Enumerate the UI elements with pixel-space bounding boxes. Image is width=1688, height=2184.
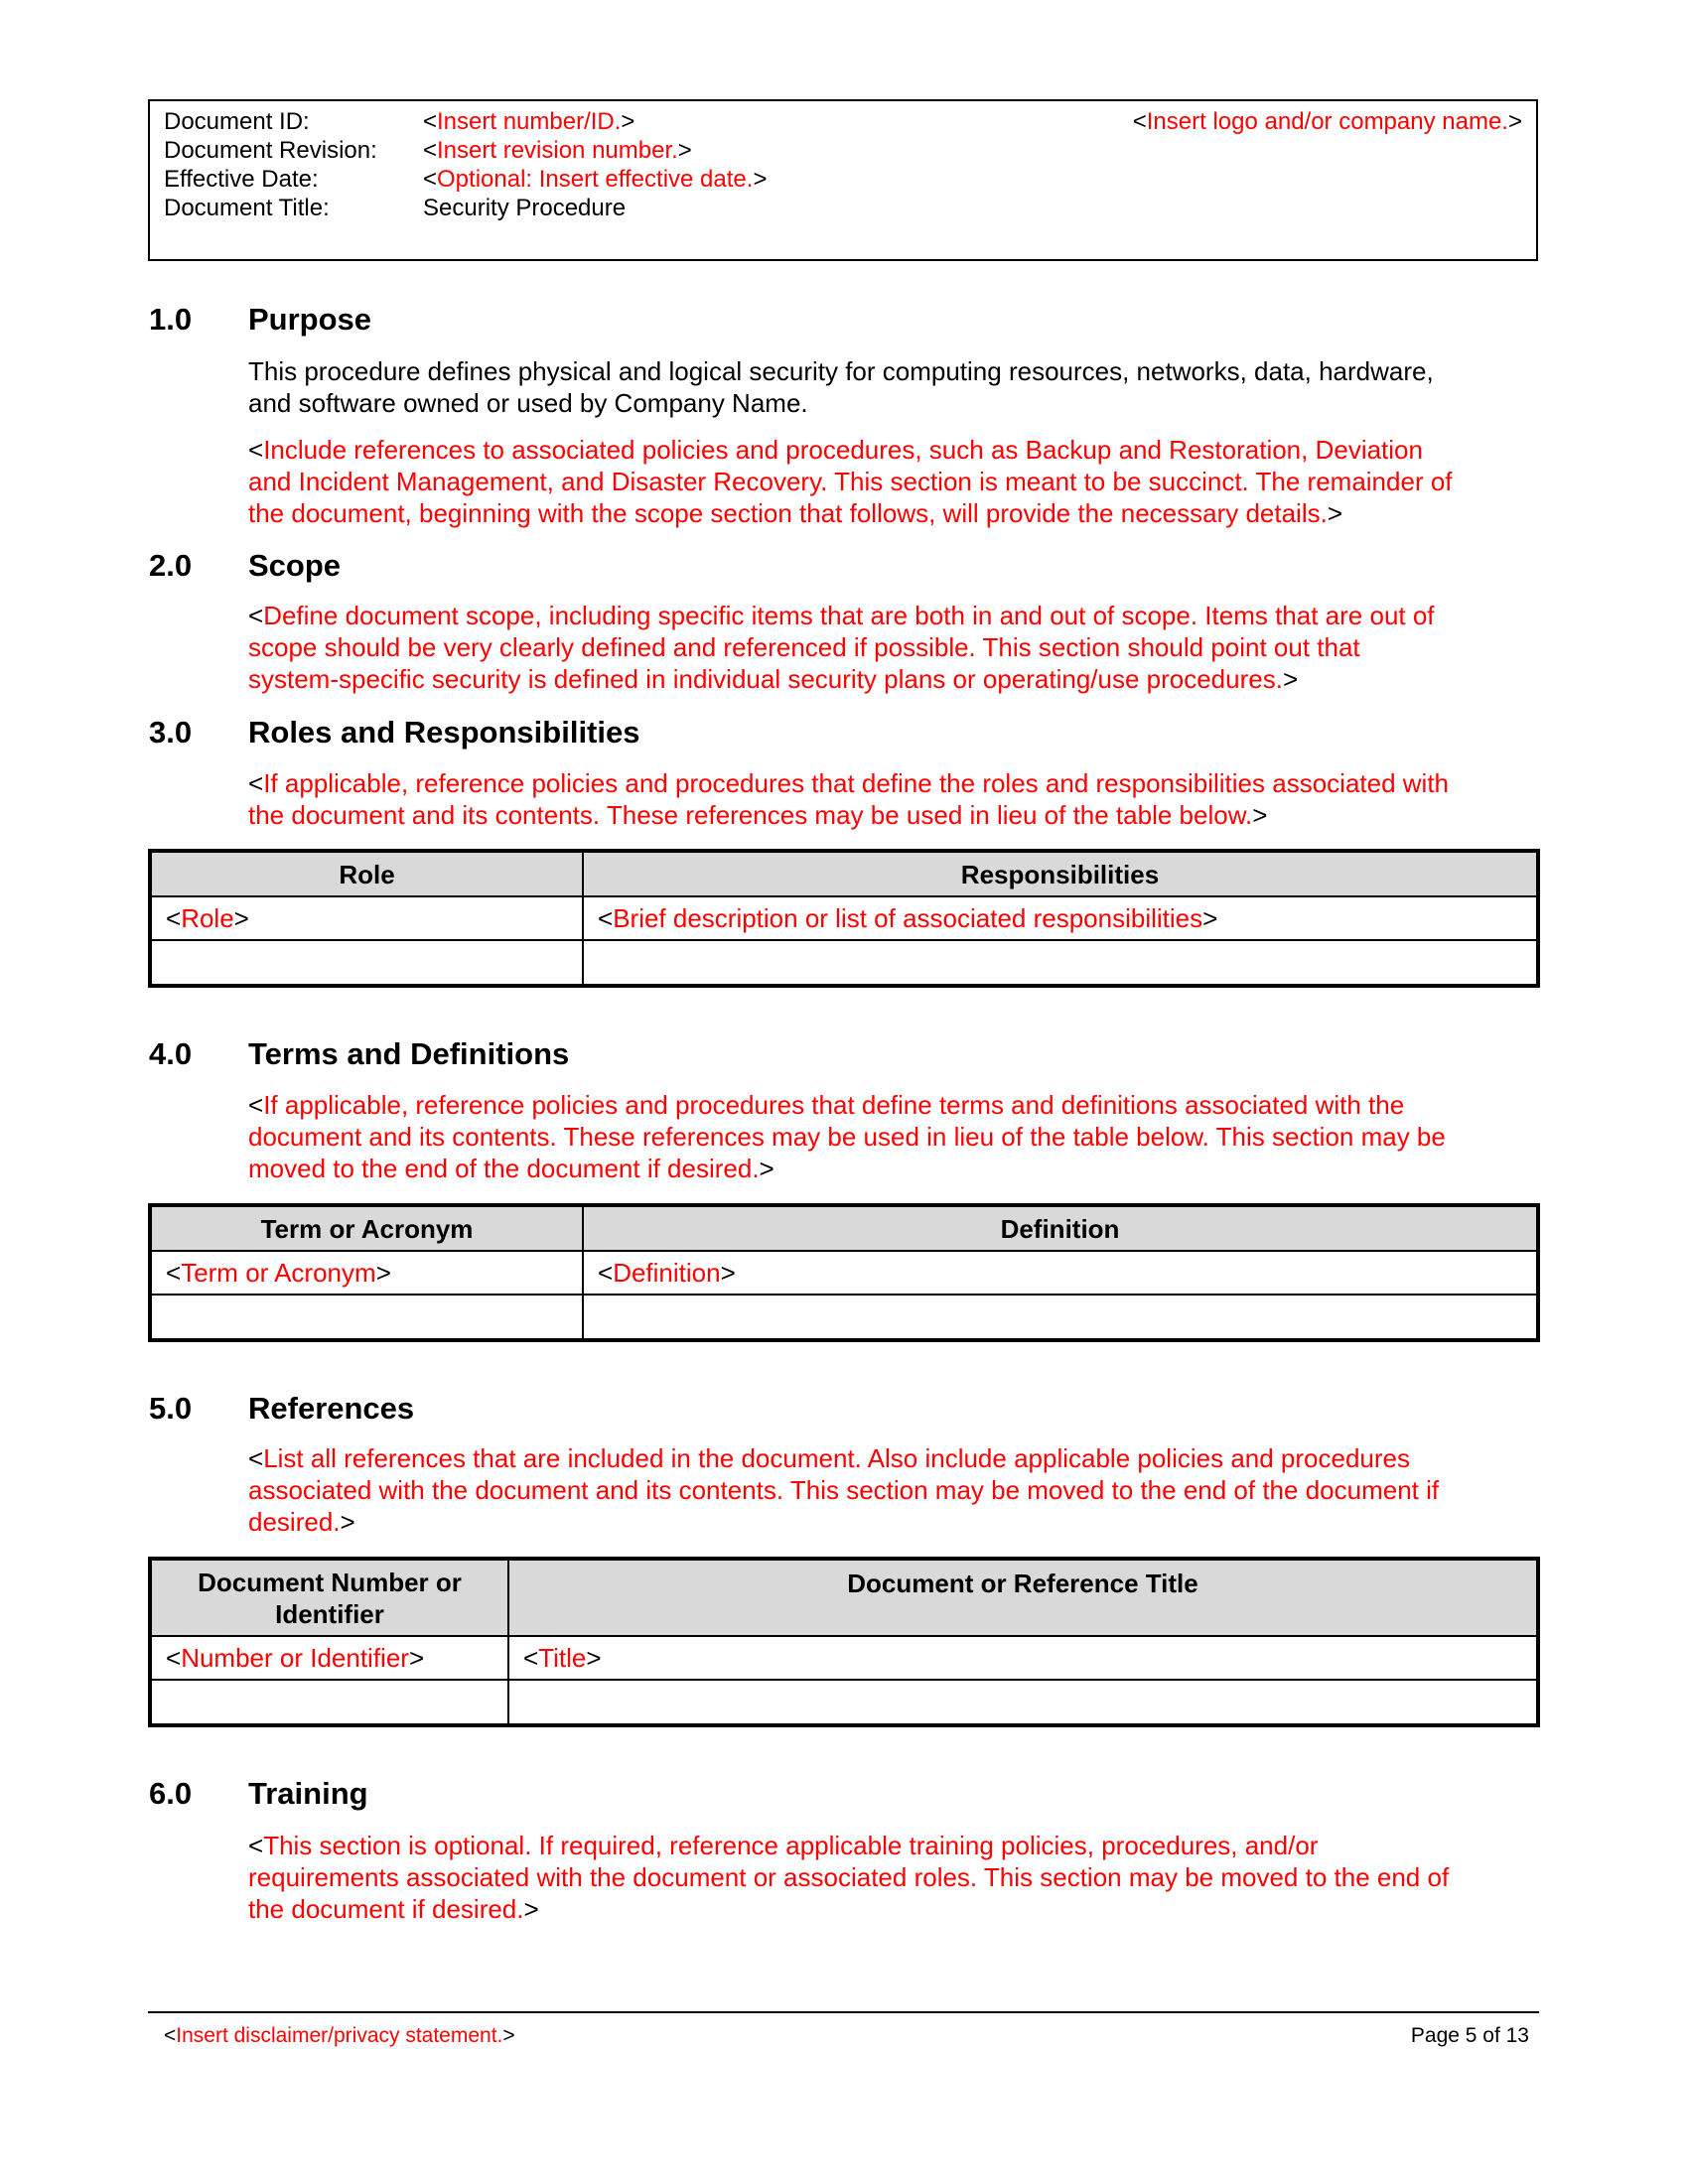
text-line: moved to the end of the document if desired.	[248, 1154, 760, 1183]
placeholder-note: <Define document scope, including specific items that are both in and out of scope. Items that are out of scope should be very clearly defined and referenced if possible. This section should point out that system-specific security is defined in individual security plans or operating/use procedures.>	[248, 601, 1435, 694]
text-line: system-specific security is defined in individual security plans or operating/use procedures.	[248, 664, 1283, 694]
text-line: and Incident Management, and Disaster Recovery. This section is meant to be succinct. The remainder of	[248, 467, 1453, 496]
table-header-cell: Term or Acronym	[150, 1205, 583, 1251]
table-cell: <Role>	[150, 896, 583, 940]
section-number: 6.0	[149, 1776, 193, 1811]
placeholder-note: <List all references that are included in the document. Also include applicable policies and procedures associated with the document and its contents. This section may be moved to the end of the document if desired.>	[248, 1443, 1440, 1537]
header-label: Document ID:	[164, 108, 310, 135]
header-value: Security Procedure	[423, 195, 627, 221]
table-row	[150, 1251, 1538, 1295]
text-line: desired.	[248, 1507, 341, 1537]
section-title: Training	[248, 1776, 368, 1811]
section-title: Purpose	[248, 302, 372, 337]
text-line: and software owned or used by Company Name.	[248, 388, 808, 418]
section-number: 3.0	[149, 715, 193, 750]
text-line: scope should be very clearly defined and referenced if possible. This section should point out that	[248, 632, 1360, 662]
table-header-cell: Role	[150, 851, 583, 896]
table-cell	[583, 940, 1538, 986]
header-label: Document Revision:	[164, 137, 377, 164]
page-number: Page 5 of 13	[1410, 2024, 1529, 2047]
table-cell: <Number or Identifier>	[150, 1636, 508, 1680]
header-value: <Optional: Insert effective date.>	[423, 166, 768, 193]
table-header-cell: Definition	[583, 1205, 1538, 1251]
section-number: 2.0	[149, 548, 193, 583]
table-row	[150, 896, 1538, 940]
placeholder-note: <If applicable, reference policies and procedures that define the roles and responsibilities associated with the document and its contents. These references may be used in lieu of the table below.>	[248, 768, 1450, 830]
table-cell	[508, 1680, 1538, 1725]
section-title: References	[248, 1391, 415, 1426]
section-number: 5.0	[149, 1391, 193, 1426]
table-cell	[150, 940, 583, 986]
table-cell: <Title>	[508, 1636, 1538, 1680]
terms-table	[148, 1203, 1540, 1342]
placeholder-note: <If applicable, reference policies and procedures that define terms and definitions associated with the document and its contents. These references may be used in lieu of the table below. This section may be moved to the end of the document if desired.>	[248, 1090, 1446, 1183]
table-header-cell: Document Number or Identifier	[150, 1559, 508, 1636]
text-line: requirements associated with the document or associated roles. This section may be moved to the end of	[248, 1862, 1450, 1892]
table-row	[150, 1295, 1538, 1340]
text-line: This section is optional. If required, reference applicable training policies, procedures, and/or	[263, 1831, 1319, 1860]
section-title: Roles and Responsibilities	[248, 715, 640, 750]
placeholder-note: <This section is optional. If required, reference applicable training policies, procedures, and/or requirements associated with the document or associated roles. This section may be moved to the end of the document if desired.>	[248, 1831, 1450, 1924]
table-cell	[150, 1295, 583, 1340]
section-number: 4.0	[149, 1036, 193, 1071]
table-row	[150, 940, 1538, 986]
footer-disclaimer: <Insert disclaimer/privacy statement.>	[164, 2024, 515, 2047]
text-line: the document, beginning with the scope section that follows, will provide the necessary details.	[248, 498, 1328, 528]
text-line: the document if desired.	[248, 1894, 524, 1924]
header-value: <Insert revision number.>	[423, 137, 692, 164]
text-line: This procedure defines physical and logical security for computing resources, networks, data, hardware,	[248, 356, 1434, 386]
text-line: Include references to associated policies and procedures, such as Backup and Restoration, Deviation	[263, 435, 1423, 465]
text-line: If applicable, reference policies and procedures that define the roles and responsibilities associated with	[263, 768, 1450, 798]
text-line: document and its contents. These references may be used in lieu of the table below. This section may be	[248, 1122, 1446, 1152]
table-cell: <Definition>	[583, 1251, 1538, 1295]
section-title: Terms and Definitions	[248, 1036, 570, 1071]
table-header-cell: Responsibilities	[583, 851, 1538, 896]
document-header-box	[148, 99, 1538, 261]
text-line: Define document scope, including specific items that are both in and out of scope. Items that are out of	[263, 601, 1435, 630]
table-row	[150, 1636, 1538, 1680]
roles-table	[148, 849, 1540, 988]
table-cell: <Term or Acronym>	[150, 1251, 583, 1295]
table-cell: <Brief description or list of associated responsibilities>	[583, 896, 1538, 940]
placeholder-note: <Include references to associated policies and procedures, such as Backup and Restoration, Deviation and Incident Management, and Disaster Recovery. This section is meant to be succinct. The remainder of the document, beginning with the scope section that follows, will provide the necessary details.>	[248, 435, 1453, 528]
header-label: Document Title:	[164, 195, 330, 221]
text-line: the document and its contents. These references may be used in lieu of the table below.	[248, 800, 1253, 830]
text-line: List all references that are included in the document. Also include applicable policies and procedures	[263, 1443, 1411, 1473]
text-line: If applicable, reference policies and procedures that define terms and definitions associated with the	[263, 1090, 1405, 1120]
table-header-cell: Document or Reference Title	[508, 1559, 1538, 1636]
section-number: 1.0	[149, 302, 193, 337]
references-table	[148, 1557, 1540, 1727]
logo-placeholder: <Insert logo and/or company name.>	[1132, 108, 1522, 135]
table-row	[150, 1680, 1538, 1725]
header-label: Effective Date:	[164, 166, 319, 193]
section-body	[248, 355, 1539, 419]
text-line: associated with the document and its contents. This section may be moved to the end of the document if	[248, 1475, 1440, 1505]
footer-divider	[148, 2011, 1539, 2013]
table-cell	[583, 1295, 1538, 1340]
table-cell	[150, 1680, 508, 1725]
header-value: <Insert number/ID.>	[423, 108, 635, 135]
section-title: Scope	[248, 548, 342, 583]
